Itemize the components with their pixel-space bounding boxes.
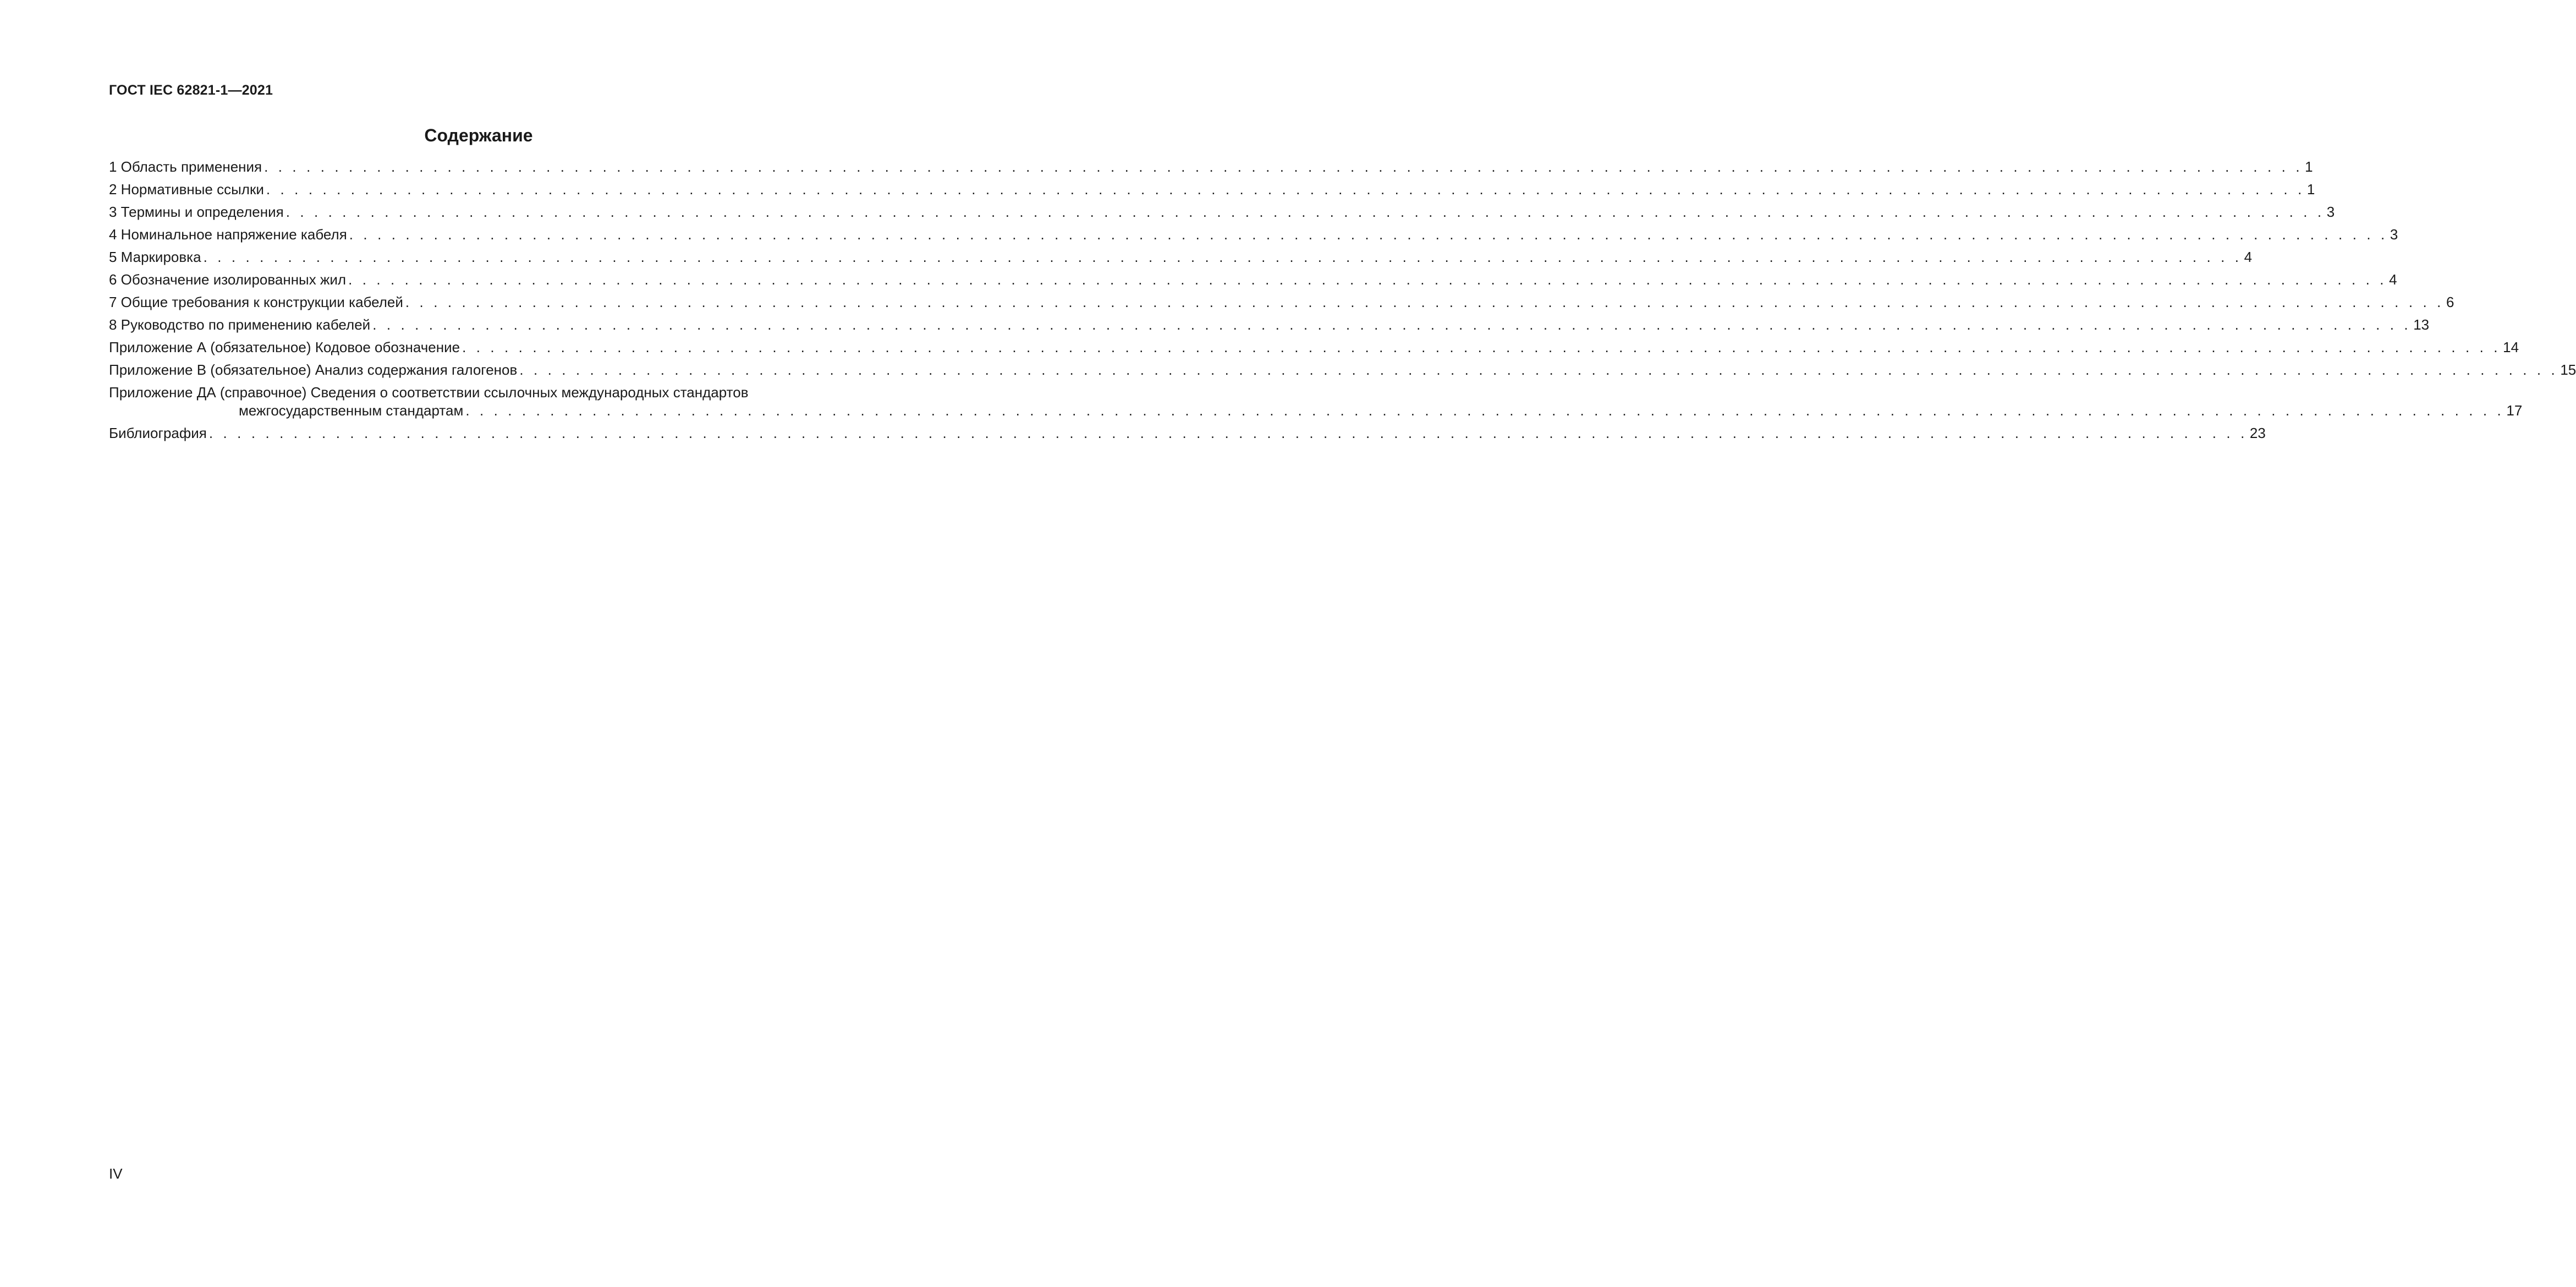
toc-entry-page: 23 bbox=[2249, 425, 2266, 441]
toc-entry-label: 3 Термины и определения bbox=[109, 204, 284, 220]
toc-leader-dots: . . . . . . . . . . . . . . . . . . . . . . . . . . . . . . . . . . . . . . . . . . . . . . . . . . . . . . . . . . . . . . . . . . . . . . . . . . . . . . . . . . . . . . . . . . . . . . . . . . . . . . . . . . . . . . . . . . . . . . . . . . . . . . . . . . . . . . . . . . . . . . . . . bbox=[285, 204, 2325, 220]
toc-entry[interactable] bbox=[109, 226, 2398, 244]
toc-entry-label: 5 Маркировка bbox=[109, 249, 201, 265]
toc-entry-page: 1 bbox=[2305, 158, 2313, 175]
toc-entry[interactable] bbox=[109, 180, 2315, 199]
toc-entry-page: 15 bbox=[2560, 362, 2576, 378]
toc-entry[interactable] bbox=[109, 203, 2335, 221]
toc-entry-continuation bbox=[109, 402, 2523, 420]
toc-entry-label: Приложение В (обязательное) Анализ содержания галогенов bbox=[109, 362, 518, 378]
toc-title: Содержание bbox=[424, 125, 533, 145]
toc-entry[interactable] bbox=[109, 293, 2454, 311]
toc-leader-dots: . . . . . . . . . . . . . . . . . . . . . . . . . . . . . . . . . . . . . . . . . . . . . . . . . . . . . . . . . . . . . . . . . . . . . . . . . . . . . . . . . . . . . . . . . . . . . . . . . . . . . . . . . . . . . . . . . . . . . . . . . . . . . . . . . . . . . . . . . . . . . . . . . bbox=[462, 339, 2501, 355]
toc-entry-label: 2 Нормативные ссылки bbox=[109, 181, 264, 198]
toc-leader-dots: . . . . . . . . . . . . . . . . . . . . . . . . . . . . . . . . . . . . . . . . . . . . . . . . . . . . . . . . . . . . . . . . . . . . . . . . . . . . . . . . . . . . . . . . . . . . . . . . . . . . . . . . . . . . . . . . . . . . . . . . . . . . . . . . . . . . . . . . . . . . . . . . . bbox=[203, 249, 2242, 265]
toc-leader-dots: . . . . . . . . . . . . . . . . . . . . . . . . . . . . . . . . . . . . . . . . . . . . . . . . . . . . . . . . . . . . . . . . . . . . . . . . . . . . . . . . . . . . . . . . . . . . . . . . . . . . . . . . . . . . . . . . . . . . . . . . . . . . . . . . . . . . . . . . . . . . . . . . . bbox=[519, 362, 2558, 378]
toc-entry-label: Библиография bbox=[109, 425, 207, 441]
table-of-contents bbox=[109, 158, 2576, 447]
toc-entry-page: 14 bbox=[2503, 339, 2519, 355]
toc-leader-dots: . . . . . . . . . . . . . . . . . . . . . . . . . . . . . . . . . . . . . . . . . . . . . . . . . . . . . . . . . . . . . . . . . . . . . . . . . . . . . . . . . . . . . . . . . . . . . . . . . . . . . . . . . . . . . . . . . . . . . . . . . . . . . . . . . . . . . . . . . . . . . . . . . bbox=[348, 271, 2387, 288]
toc-entry-label: Приложение ДА (справочное) Сведения о соответствии ссылочных международных стандартов bbox=[109, 384, 749, 401]
toc-entry-label: 8 Руководство по применению кабелей bbox=[109, 316, 371, 333]
toc-leader-dots: . . . . . . . . . . . . . . . . . . . . . . . . . . . . . . . . . . . . . . . . . . . . . . . . . . . . . . . . . . . . . . . . . . . . . . . . . . . . . . . . . . . . . . . . . . . . . . . . . . . . . . . . . . . . . . . . . . . . . . . . . . . . . . . . . . . . . . . . . . . . . . . . . bbox=[372, 316, 2412, 333]
toc-entry[interactable] bbox=[109, 271, 2397, 289]
toc-entry[interactable] bbox=[109, 316, 2430, 334]
toc-leader-dots: . . . . . . . . . . . . . . . . . . . . . . . . . . . . . . . . . . . . . . . . . . . . . . . . . . . . . . . . . . . . . . . . . . . . . . . . . . . . . . . . . . . . . . . . . . . . . . . . . . . . . . . . . . . . . . . . . . . . . . . . . . . . . . . . . . . . . . . . . . . . . . . . . bbox=[264, 158, 2303, 175]
toc-entry[interactable] bbox=[109, 248, 2253, 266]
toc-entry-bibliography[interactable] bbox=[109, 424, 2266, 442]
toc-leader-dots: . . . . . . . . . . . . . . . . . . . . . . . . . . . . . . . . . . . . . . . . . . . . . . . . . . . . . . . . . . . . . . . . . . . . . . . . . . . . . . . . . . . . . . . . . . . . . . . . . . . . . . . . . . . . . . . . . . . . . . . . . . . . . . . . . . . . . . . . . . . . . . . . . bbox=[349, 226, 2388, 243]
toc-entry-page: 4 bbox=[2244, 249, 2253, 265]
page-number: IV bbox=[109, 1165, 123, 1182]
toc-entry-label: 7 Общие требования к конструкции кабелей bbox=[109, 294, 403, 310]
toc-entry[interactable] bbox=[109, 361, 2576, 379]
toc-entry-page: 3 bbox=[2390, 226, 2398, 243]
document-code: ГОСТ IEC 62821-1—2021 bbox=[109, 83, 273, 98]
toc-leader-dots: . . . . . . . . . . . . . . . . . . . . . . . . . . . . . . . . . . . . . . . . . . . . . . . . . . . . . . . . . . . . . . . . . . . . . . . . . . . . . . . . . . . . . . . . . . . . . . . . . . . . . . . . . . . . . . . . . . . . . . . . . . . . . . . . . . . . . . . . . . . . . . . . . bbox=[465, 402, 2504, 419]
toc-entry[interactable] bbox=[109, 158, 2313, 176]
toc-leader-dots: . . . . . . . . . . . . . . . . . . . . . . . . . . . . . . . . . . . . . . . . . . . . . . . . . . . . . . . . . . . . . . . . . . . . . . . . . . . . . . . . . . . . . . . . . . . . . . . . . . . . . . . . . . . . . . . . . . . . . . . . . . . . . . . . . . . . . . . . . . . . . . . . . bbox=[266, 181, 2305, 198]
toc-entry-page: 6 bbox=[2446, 294, 2454, 310]
toc-entry-label-continued: межгосударственным стандартам bbox=[239, 402, 464, 419]
toc-entry-page: 3 bbox=[2326, 204, 2335, 220]
toc-entry-page: 1 bbox=[2306, 181, 2315, 198]
toc-leader-dots: . . . . . . . . . . . . . . . . . . . . . . . . . . . . . . . . . . . . . . . . . . . . . . . . . . . . . . . . . . . . . . . . . . . . . . . . . . . . . . . . . . . . . . . . . . . . . . . . . . . . . . . . . . . . . . . . . . . . . . . . . . . . . . . . . . . . . . . . . . . . . . . . . bbox=[208, 425, 2248, 441]
toc-entry-page: 13 bbox=[2413, 316, 2430, 333]
toc-entry-page: 4 bbox=[2389, 271, 2397, 288]
toc-entry-label: Приложение А (обязательное) Кодовое обозначение bbox=[109, 339, 460, 355]
toc-entry-label: 4 Номинальное напряжение кабеля bbox=[109, 226, 347, 243]
toc-entry-label: 1 Область применения bbox=[109, 158, 262, 175]
toc-entry[interactable] bbox=[109, 338, 2519, 357]
toc-entry-label: 6 Обозначение изолированных жил bbox=[109, 271, 347, 288]
toc-leader-dots: . . . . . . . . . . . . . . . . . . . . . . . . . . . . . . . . . . . . . . . . . . . . . . . . . . . . . . . . . . . . . . . . . . . . . . . . . . . . . . . . . . . . . . . . . . . . . . . . . . . . . . . . . . . . . . . . . . . . . . . . . . . . . . . . . . . . . . . . . . . . . . . . . bbox=[405, 294, 2444, 310]
toc-entry-annex-da[interactable] bbox=[109, 384, 2523, 420]
toc-entry-page: 17 bbox=[2506, 402, 2523, 419]
